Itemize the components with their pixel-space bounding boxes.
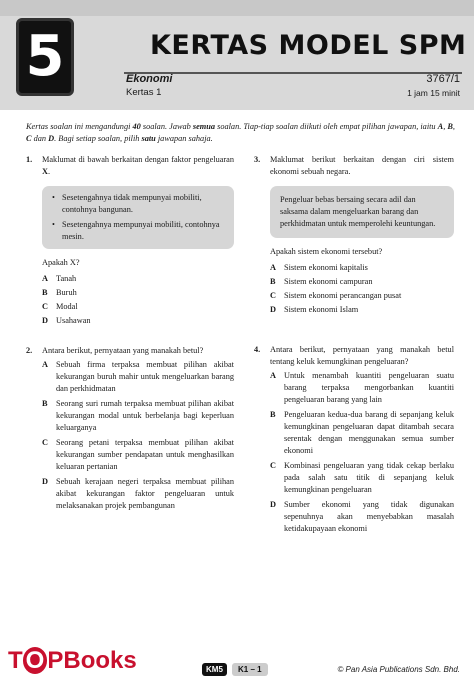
option-letter: C bbox=[270, 291, 276, 300]
answer-option[interactable] bbox=[270, 499, 454, 535]
option-letter: A bbox=[42, 274, 48, 283]
instr-emphasis: semua bbox=[192, 122, 216, 131]
time-allowed: 1 jam 15 minit bbox=[407, 88, 460, 98]
question-stem bbox=[42, 154, 234, 178]
stem-text: Maklumat di bawah berkaitan dengan faktor pengeluaran bbox=[42, 155, 234, 164]
chapter-number: 5 bbox=[25, 24, 65, 89]
question-3 bbox=[254, 154, 454, 316]
instr-letter: A bbox=[437, 122, 444, 131]
answer-option[interactable] bbox=[42, 315, 234, 327]
info-text: Pengeluar bebas bersaing secara adil dan saksama dalam mengeluarkan barang dan perkhidmatan untuk memperolehi keuntungan. bbox=[280, 195, 436, 228]
option-text: Modal bbox=[56, 302, 78, 311]
instr-text: soalan. Jawab bbox=[140, 122, 193, 131]
question-number: 3. bbox=[254, 155, 261, 164]
answer-option[interactable] bbox=[270, 262, 454, 274]
info-box bbox=[270, 186, 454, 238]
option-letter: C bbox=[42, 302, 48, 311]
instr-text: Kertas soalan ini mengandungi bbox=[26, 122, 133, 131]
option-letter: A bbox=[42, 360, 48, 369]
option-letter: B bbox=[42, 288, 48, 297]
logo-text: T bbox=[8, 647, 23, 674]
option-letter: A bbox=[270, 371, 276, 380]
instr-count: 40 bbox=[132, 122, 141, 131]
option-text: Usahawan bbox=[56, 316, 91, 325]
answer-option[interactable] bbox=[42, 359, 234, 395]
question-number: 1. bbox=[26, 155, 33, 164]
question-stem: Maklumat berikut berkaitan dengan ciri sistem ekonomi sebuah negara. bbox=[270, 155, 454, 176]
option-letter: B bbox=[42, 399, 48, 408]
page-title: KERTAS MODEL SPM bbox=[150, 30, 467, 61]
answer-option[interactable] bbox=[270, 290, 454, 302]
option-letter: D bbox=[270, 305, 276, 314]
subject-label: Ekonomi bbox=[126, 73, 173, 85]
instr-text: , bbox=[443, 122, 448, 131]
copyright-text: © Pan Asia Publications Sdn. Bhd. bbox=[337, 665, 460, 674]
instr-letter: B bbox=[447, 122, 453, 131]
option-text: Buruh bbox=[56, 288, 77, 297]
option-text: Sebuah firma terpaksa membuat pilihan akibat kekurangan buruh mahir untuk mengeluarkan barang dan perkhidmatan bbox=[56, 360, 234, 393]
option-text: Kombinasi pengeluaran yang tidak cekap berlaku pada salah satu titik di sepanjang keluk kemungkinan pengeluaran bbox=[284, 461, 454, 494]
instr-text: jawapan sahaja. bbox=[155, 134, 213, 143]
logo-text: P bbox=[47, 647, 64, 674]
answer-option[interactable] bbox=[42, 273, 234, 285]
info-bullet bbox=[52, 192, 224, 216]
option-text: Sistem ekonomi Islam bbox=[284, 305, 359, 314]
option-letter: D bbox=[270, 500, 276, 509]
stem-variable: X bbox=[42, 167, 48, 176]
answer-option[interactable] bbox=[42, 301, 234, 313]
answer-option[interactable] bbox=[270, 304, 454, 316]
option-text: Pengeluaran kedua-dua barang di sepanjang keluk kemungkinan pengeluaran dapat ditambah secara serentak dengan menggunakan semua sumber ekonomi bbox=[284, 410, 454, 455]
paper-label: Kertas 1 bbox=[126, 87, 162, 98]
instr-letter: C bbox=[26, 134, 32, 143]
page-header bbox=[0, 0, 474, 110]
option-text: Seorang petani terpaksa membuat pilihan akibat kekurangan sumber pendapatan untuk menghasilkan keluaran pertanian bbox=[56, 438, 234, 471]
option-text: Sistem ekonomi perancangan pusat bbox=[284, 291, 402, 300]
answer-option[interactable] bbox=[270, 460, 454, 496]
question-2 bbox=[26, 345, 234, 512]
option-text: Seorang suri rumah terpaksa membuat pilihan akibat kekurangan modal untuk berbelanja bagi keperluan keluarganya bbox=[56, 399, 234, 432]
page-number-badge: K1 – 1 bbox=[232, 663, 268, 676]
question-stem: Antara berikut, pernyataan yang manakah betul tentang keluk kemungkinan pengeluaran? bbox=[270, 345, 454, 366]
km-badge: KM5 bbox=[202, 663, 227, 676]
question-ask: Apakah X? bbox=[42, 258, 80, 267]
instr-text: dan bbox=[31, 134, 49, 143]
instr-letter: D bbox=[48, 134, 55, 143]
question-number: 2. bbox=[26, 346, 33, 355]
option-text: Sebuah kerajaan negeri terpaksa membuat pilihan akibat kekurangan faktor pengeluaran untuk melaksanakan projek pembangunan bbox=[56, 477, 234, 510]
paper-code: 3767/1 bbox=[426, 73, 460, 85]
bullet-text: Sesetengahnya mempunyai mobiliti, contohnya mesin. bbox=[62, 220, 220, 241]
logo-text: Books bbox=[63, 647, 137, 674]
option-text: Sumber ekonomi yang tidak digunakan sepenuhnya akan menyebabkan masalah ketidakupayaan ekonomi bbox=[284, 500, 454, 533]
bullet-icon: • bbox=[52, 220, 55, 229]
answer-option[interactable] bbox=[42, 287, 234, 299]
instr-text: . Bagi setiap soalan, pilih bbox=[54, 134, 142, 143]
option-letter: B bbox=[270, 410, 276, 419]
option-text: Sistem ekonomi kapitalis bbox=[284, 263, 368, 272]
answer-option[interactable] bbox=[270, 370, 454, 406]
instr-text: , bbox=[452, 122, 455, 131]
option-letter: B bbox=[270, 277, 276, 286]
info-bullet bbox=[52, 219, 224, 243]
bullet-icon: • bbox=[52, 193, 55, 202]
left-column bbox=[26, 154, 234, 514]
topbooks-logo bbox=[8, 647, 137, 675]
header-strip bbox=[0, 0, 474, 16]
right-column bbox=[254, 154, 454, 537]
option-letter: D bbox=[42, 477, 48, 486]
bullet-text: Sesetengahnya tidak mempunyai mobiliti, contohnya bangunan. bbox=[62, 193, 202, 214]
title-divider bbox=[124, 72, 462, 74]
answer-option[interactable] bbox=[42, 476, 234, 512]
chapter-number-box bbox=[16, 18, 74, 96]
instructions bbox=[26, 121, 456, 145]
question-4 bbox=[254, 344, 454, 535]
answer-option[interactable] bbox=[42, 437, 234, 473]
question-number: 4. bbox=[254, 345, 261, 354]
instr-text: soalan. Tiap-tiap soalan diikuti oleh empat pilihan jawapan, iaitu bbox=[215, 122, 438, 131]
logo-text: O bbox=[23, 647, 48, 674]
question-1 bbox=[26, 154, 234, 327]
question-ask: Apakah sistem ekonomi tersebut? bbox=[270, 247, 383, 256]
option-text: Sistem ekonomi campuran bbox=[284, 277, 373, 286]
instr-emphasis: satu bbox=[141, 134, 156, 143]
option-letter: C bbox=[42, 438, 48, 447]
option-text: Tanah bbox=[56, 274, 77, 283]
option-letter: A bbox=[270, 263, 276, 272]
option-text: Untuk menambah kuantiti pengeluaran suatu barang terpaksa mengorbankan kuantiti pengeluaran barang yang lain bbox=[284, 371, 454, 404]
answer-option[interactable] bbox=[270, 276, 454, 288]
option-letter: D bbox=[42, 316, 48, 325]
info-box bbox=[42, 186, 234, 249]
question-stem: Antara berikut, pernyataan yang manakah betul? bbox=[42, 346, 204, 355]
option-letter: C bbox=[270, 461, 276, 470]
answer-option[interactable] bbox=[270, 409, 454, 457]
answer-option[interactable] bbox=[42, 398, 234, 434]
stem-text: . bbox=[48, 167, 51, 176]
